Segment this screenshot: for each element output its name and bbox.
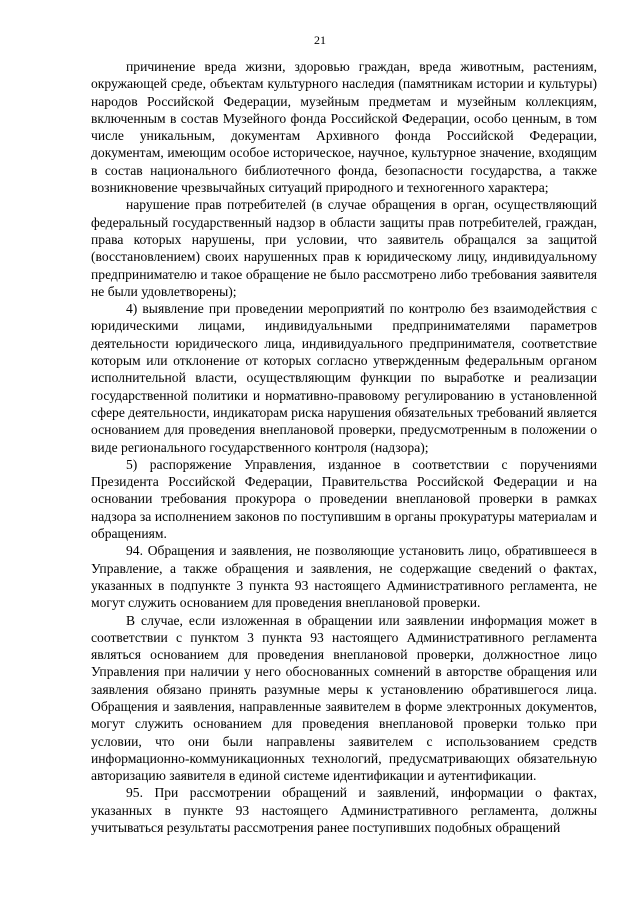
document-body [91, 58, 597, 836]
paragraph-harm-list: причинение вреда жизни, здоровью граждан, вреда животным, растениям, окружающей среде, объектам культурного наследия (памятникам истории и культуры) народов Российской Федерации, музейным предметам и музейным коллекциям, включенным в состав Музейного фонда Российской Федерации, особо ценным, в том числе уникальным, документам Архивного фонда Российской Федерации, документам, имеющим особое историческое, научное, культурное значение, входящим в состав национального библиотечного фонда, безопасности государства, а также возникновение чрезвычайных ситуаций природного и техногенного характера; [91, 59, 597, 196]
paragraph-consumer-rights: нарушение прав потребителей (в случае обращения в орган, осуществляющий федеральный государственный надзор в области защиты прав потребителей, граждан, права которых нарушены, при условии, что заявитель обращался за защитой (восстановлением) своих нарушенных прав к юридическому лицу, индивидуальному предпринимателю и такое обращение не было рассмотрено либо требования заявителя не были удовлетворены); [91, 197, 597, 299]
paragraph-item-4: 4) выявление при проведении мероприятий по контролю без взаимодействия с юридическими лицами, индивидуальными предпринимателями параметров деятельности юридического лица, индивидуального предпринимателя, соответствие которым или отклонение от которых согласно утвержденным федеральным органом исполнительной власти, осуществляющим функции по выработке и реализации государственной политики и нормативно-правовому регулированию в установленной сфере деятельности, индикаторам риска нарушения обязательных требований является основанием для проведения внеплановой проверки, предусмотренным в положении о виде регионального государственного контроля (надзора); [91, 301, 597, 455]
paragraph-electronic-documents: В случае, если изложенная в обращении или заявлении информация может в соответствии с пунктом 3 пункта 93 настоящего Административного регламента являться основанием для проведения внеплановой проверки, должностное лицо Управления при наличии у него обоснованных сомнений в авторстве обращения или заявления обязано принять разумные меры к установлению обратившегося лица. Обращения и заявления, направленные заявителем в форме электронных документов, могут служить основанием для проведения внеплановой проверки только при условии, что они были направлены заявителем с использованием средств информационно-коммуникационных технологий, предусматривающих обязательную авторизацию заявителя в единой системе идентификации и аутентификации. [91, 612, 597, 784]
paragraph-95: 95. При рассмотрении обращений и заявлений, информации о фактах, указанных в пункте 93 настоящего Административного регламента, должны учитываться результаты рассмотрения ранее поступивших подобных обращений [91, 785, 597, 836]
paragraph-94: 94. Обращения и заявления, не позволяющие установить лицо, обратившееся в Управление, а также обращения и заявления, не содержащие сведений о фактах, указанных в подпункте 3 пункта 93 настоящего Административного регламента, не могут служить основанием для проведения внеплановой проверки. [91, 543, 597, 611]
paragraph-item-5: 5) распоряжение Управления, изданное в соответствии с поручениями Президента Российской Федерации, Правительства Российской Федерации и на основании требования прокурора о проведении внеплановой проверки в рамках надзора за исполнением законов по поступившим в органы прокуратуры материалам и обращениям. [91, 456, 597, 542]
page-number: 21 [314, 33, 326, 47]
